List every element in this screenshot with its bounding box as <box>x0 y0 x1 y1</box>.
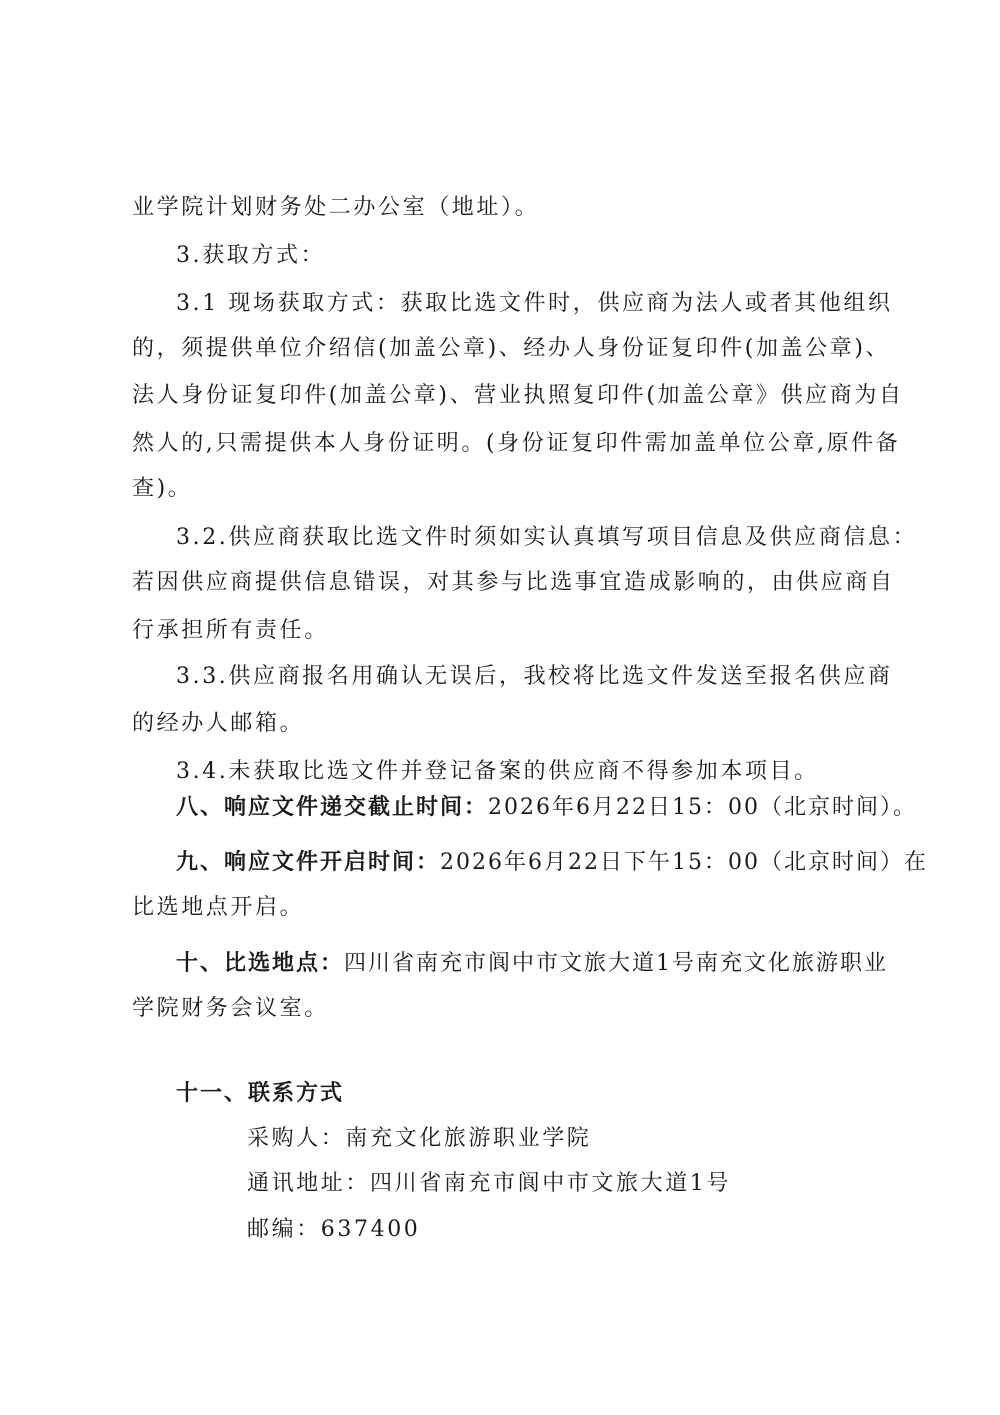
section-9-cont: 比选地点开启。 <box>132 895 305 920</box>
section-3-2-line-1: 3.2.供应商获取比选文件时须如实认真填写项目信息及供应商信息： <box>176 525 918 550</box>
section-10-label: 十、比选地点： <box>176 950 345 976</box>
section-3-title: 3.获取方式： <box>176 243 326 268</box>
intro-tail: 业学院计划财务处二办公室（地址）。 <box>132 195 540 220</box>
section-8-value: 2026年6月22日15：00（北京时间）。 <box>488 795 917 820</box>
section-3-1-line-1: 3.1 现场获取方式：获取比选文件时，供应商为法人或者其他组织 <box>176 291 893 316</box>
contact-postcode: 邮编：637400 <box>247 1217 421 1242</box>
section-3-2-line-2: 若因供应商提供信息错误，对其参与比选事宜造成影响的，由供应商自 <box>132 570 895 595</box>
section-3-1-line-5: 查)。 <box>132 476 193 501</box>
section-3-1-line-4: 然人的,只需提供本人身份证明。(身份证复印件需加盖单位公章,原件备 <box>132 431 901 456</box>
section-3-1-line-2: 的，须提供单位介绍信(加盖公章)、经办人身份证复印件(加盖公章)、 <box>132 336 891 361</box>
section-9-label: 九、响应文件开启时间： <box>176 849 441 875</box>
section-10-value: 四川省南充市阆中市文旅大道1号南充文化旅游职业 <box>344 951 889 976</box>
section-8-label: 八、响应文件递交截止时间： <box>176 794 489 820</box>
contact-buyer: 采购人：南充文化旅游职业学院 <box>247 1126 592 1151</box>
section-10-cont: 学院财务会议室。 <box>132 996 329 1021</box>
section-3-3-line-1: 3.3.供应商报名用确认无误后，我校将比选文件发送至报名供应商 <box>176 664 893 689</box>
section-11-title: 十一、联系方式 <box>176 1080 345 1106</box>
section-3-4: 3.4.未获取比选文件并登记备案的供应商不得参加本项目。 <box>176 759 819 784</box>
section-9 <box>176 847 1000 878</box>
section-3-2-line-3: 行承担所有责任。 <box>132 618 329 643</box>
section-3-3-line-2: 的经办人邮箱。 <box>132 711 305 736</box>
contact-address: 通讯地址：四川省南充市阆中市文旅大道1号 <box>247 1171 731 1196</box>
section-8 <box>176 792 1000 823</box>
section-3-1-line-3: 法人身份证复印件(加盖公章)、营业执照复印件(加盖公章》供应商为自 <box>132 383 904 408</box>
section-9-value: 2026年6月22日下午15：00（北京时间）在 <box>440 850 928 875</box>
section-10 <box>176 948 1000 979</box>
